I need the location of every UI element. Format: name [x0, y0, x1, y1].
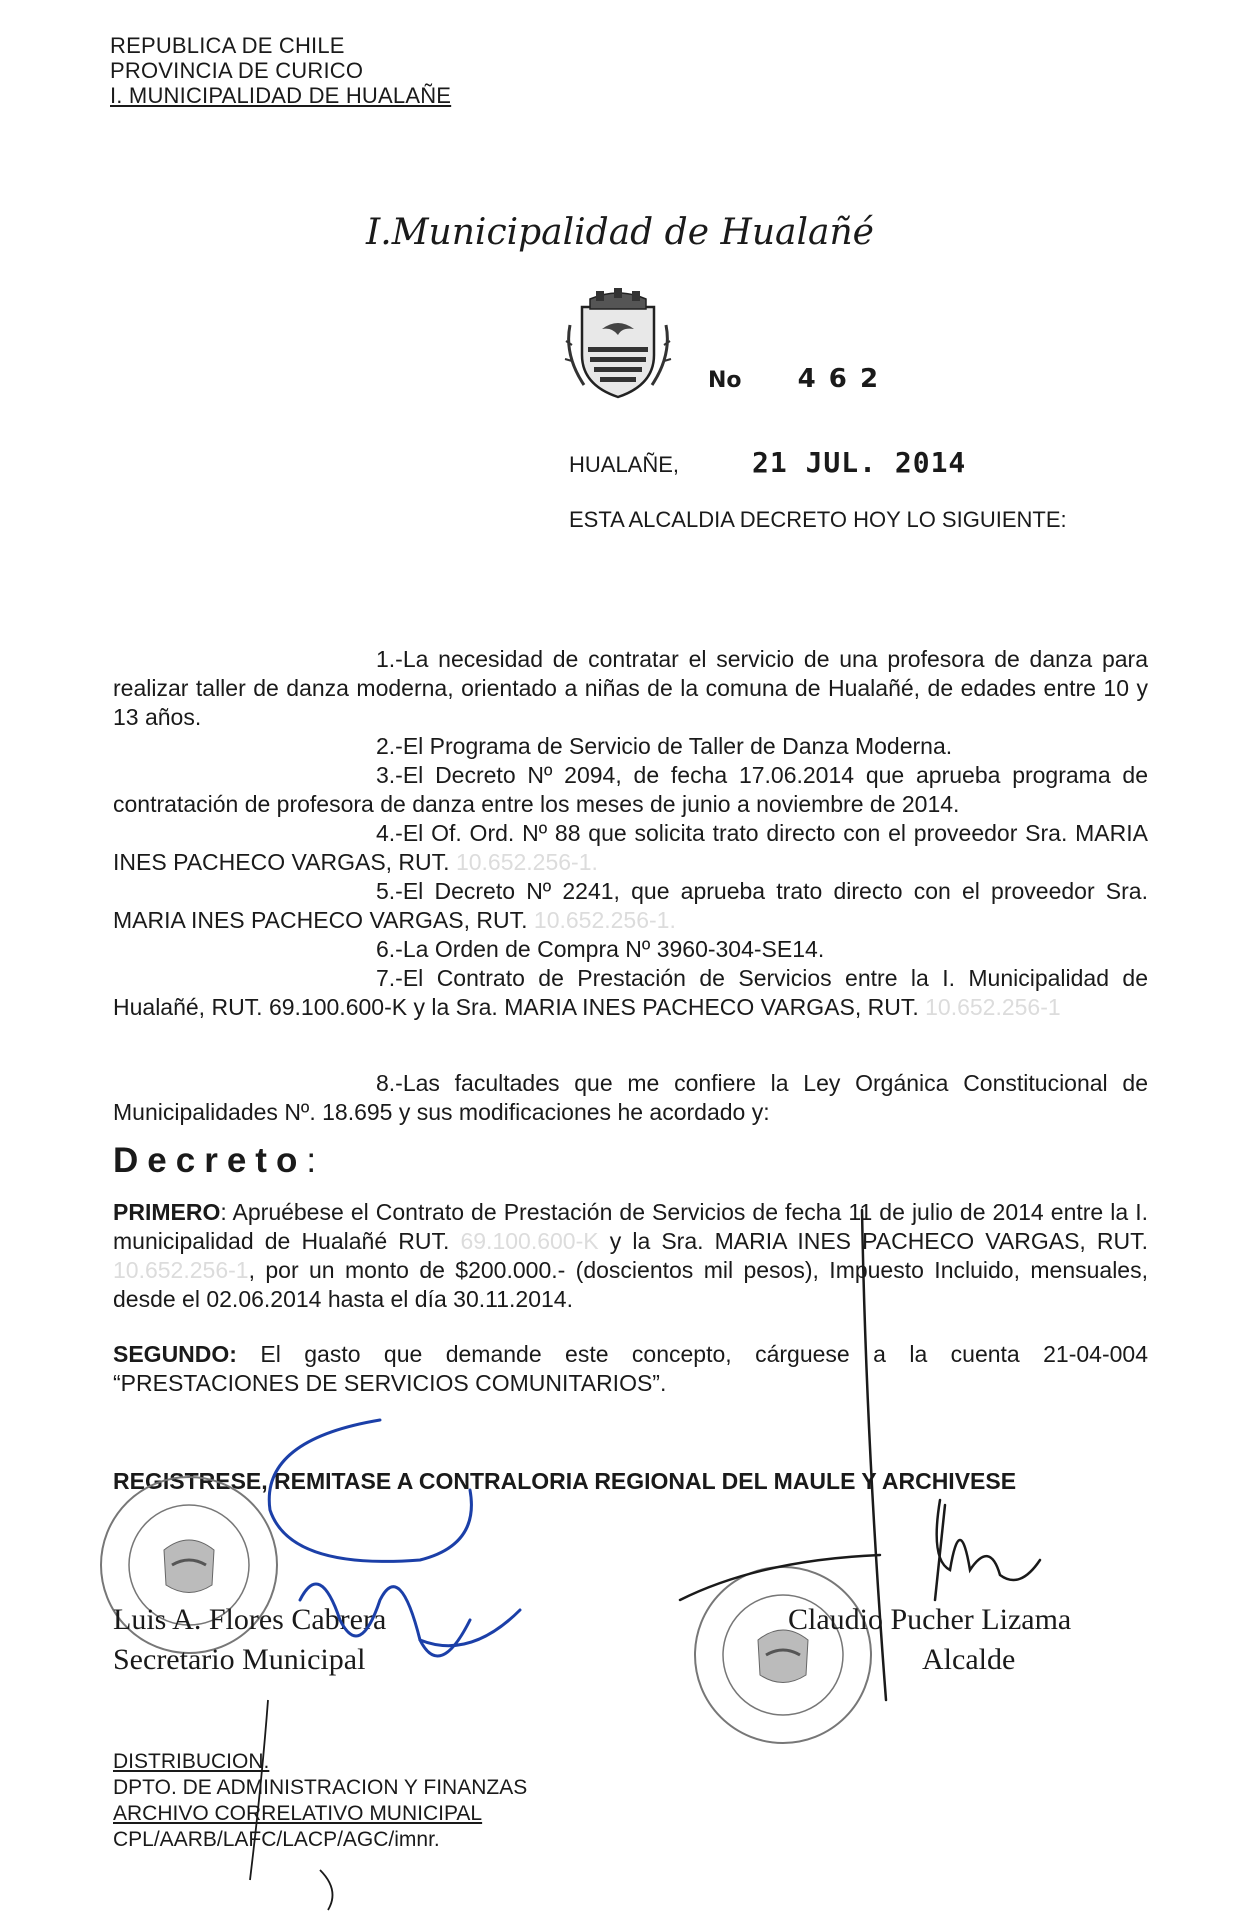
consideration-item: 1.-La necesidad de contratar el servicio de una profesora de danza para realizar taller de danza moderna, orientado a niñas de la comuna de Hualañé, de edades entre 10 y 13 años.: [113, 646, 1148, 730]
primero-text-3: , por un monto de $200.000.- (doscientos mil pesos), Impuesto Incluido, mensuales, desde el 02.06.2014 hasta el día 30.11.2014.: [113, 1257, 1148, 1312]
date-stamp: 21 JUL. 2014: [752, 446, 967, 479]
consideration-item: [113, 819, 1148, 877]
decreto-heading: [113, 1141, 325, 1181]
redacted-rut: 10.652.256-1.: [455, 849, 598, 875]
primero-label: PRIMERO: [113, 1199, 221, 1225]
municipality-title: I.Municipalidad de Hualañé: [366, 212, 874, 253]
signatory-right-role: Alcalde: [922, 1643, 1016, 1676]
consideration-item: [113, 964, 1148, 1022]
letterhead: [110, 33, 451, 108]
declaration-line: ESTA ALCALDIA DECRETO HOY LO SIGUIENTE:: [569, 507, 1067, 532]
consideration-text: 4.-El Of. Ord. Nº 88 que solicita trato directo con el proveedor Sra. MARIA INES PACHECO VARGAS, RUT.: [113, 820, 1148, 875]
redacted-rut: 10.652.256-1: [925, 994, 1061, 1020]
consideration-item: 8.-Las facultades que me confiere la Ley Orgánica Constitucional de Municipalidades Nº. 18.695 y sus modificaciones he acordado y:: [113, 1070, 1148, 1125]
place-label: HUALAÑE,: [569, 452, 680, 477]
distribution-title: DISTRIBUCION.: [113, 1750, 270, 1773]
municipal-coat-of-arms-icon: [562, 285, 674, 405]
distribution-line: ARCHIVO CORRELATIVO MUNICIPAL: [113, 1802, 483, 1825]
signatory-left-name: Luis A. Flores Cabrera: [113, 1603, 387, 1636]
distribution-line: DPTO. DE ADMINISTRACION Y FINANZAS: [113, 1776, 528, 1799]
consideration-item: 3.-El Decreto Nº 2094, de fecha 17.06.2014 que aprueba programa de contratación de profesora de danza entre los meses de junio a noviembre de 2014.: [113, 762, 1148, 817]
decree-number-value: 4 6 2: [797, 364, 881, 394]
closing-line: REGISTRESE, REMITASE A CONTRALORIA REGIONAL DEL MAULE Y ARCHIVESE: [113, 1468, 1017, 1494]
signatory-right-name: Claudio Pucher Lizama: [788, 1603, 1072, 1636]
primero-text-2: y la Sra. MARIA INES PACHECO VARGAS, RUT.: [609, 1228, 1149, 1254]
segundo-text: El gasto que demande este concepto, cárguese a la cuenta 21-04-004 “PRESTACIONES DE SERVICIOS COMUNITARIOS”.: [113, 1341, 1148, 1396]
segundo-clause: [113, 1340, 1148, 1398]
considerations: [113, 645, 1148, 1127]
distribution-initials: CPL/AARB/LAFC/LACP/AGC/imnr.: [113, 1828, 440, 1851]
signatory-left-role: Secretario Municipal: [113, 1643, 366, 1676]
redacted-rut: 10.652.256-1.: [533, 907, 676, 933]
redacted-rut: 10.652.256-1: [113, 1257, 249, 1283]
segundo-label: SEGUNDO:: [113, 1341, 237, 1367]
consideration-text: 7.-El Contrato de Prestación de Servicios entre la I. Municipalidad de Hualañé, RUT. 69.100.600-K y la Sra. MARIA INES PACHECO VARGAS, RUT.: [113, 965, 1148, 1020]
decree-number-prefix: No: [708, 368, 742, 393]
consideration-item: 2.-El Programa de Servicio de Taller de Danza Moderna.: [376, 733, 953, 759]
consideration-item: 6.-La Orden de Compra Nº 3960-304-SE14.: [376, 936, 825, 962]
letterhead-municipality: I. MUNICIPALIDAD DE HUALAÑE: [110, 83, 452, 108]
decree-number: [708, 364, 880, 394]
consideration-text: 5.-El Decreto Nº 2241, que aprueba trato directo con el proveedor Sra. MARIA INES PACHECO VARGAS, RUT.: [113, 878, 1148, 933]
distribution-list: [113, 1749, 527, 1853]
redacted-rut: 69.100.600-K: [460, 1228, 599, 1254]
letterhead-country: REPUBLICA DE CHILE: [110, 33, 345, 58]
decreto-heading-text: Decreto: [113, 1141, 307, 1180]
consideration-item: [113, 877, 1148, 935]
signatory-left: [113, 1600, 386, 1680]
decreto-colon: :: [306, 1141, 326, 1180]
letterhead-province: PROVINCIA DE CURICO: [110, 58, 364, 83]
primero-text-1: : Apruébese el Contrato de Prestación de Servicios de fecha 11 de julio de 2014 entre la I. municipalidad de Hualañé RUT.: [113, 1199, 1148, 1254]
primero-clause: [113, 1198, 1148, 1314]
municipal-seal-right: [688, 1560, 878, 1750]
